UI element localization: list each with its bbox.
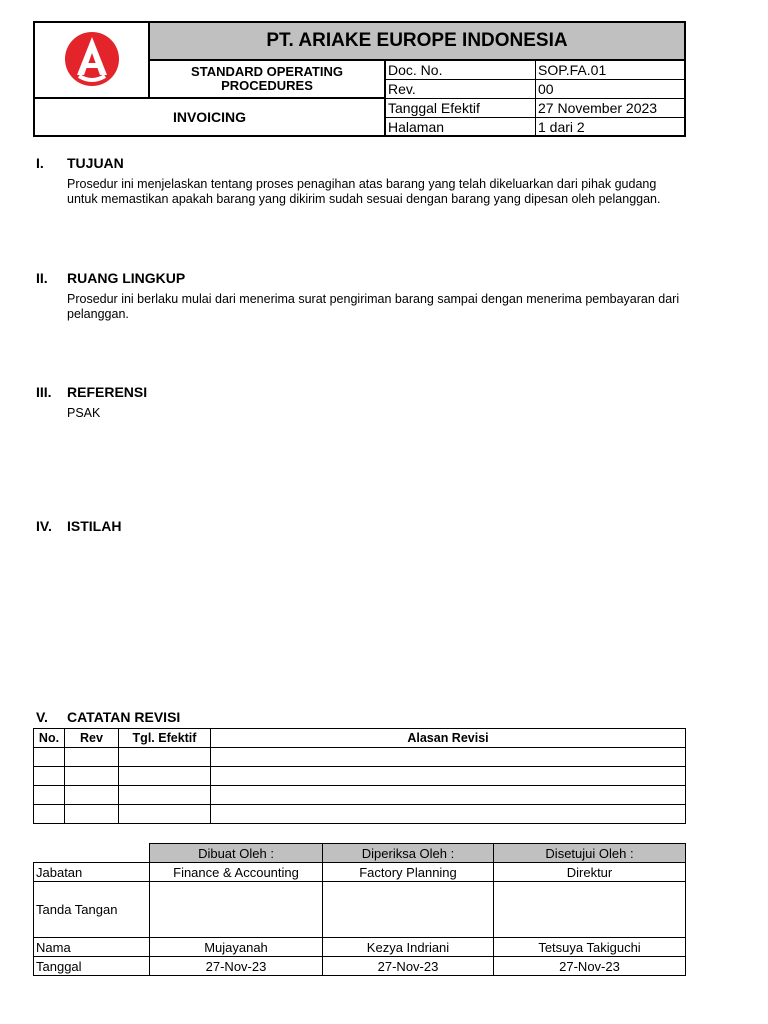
section-number: III.: [36, 384, 52, 400]
table-cell: Tetsuya Takiguchi: [494, 938, 686, 957]
table-cell: [211, 767, 686, 786]
table-row: [34, 767, 686, 786]
signature-cell: [323, 882, 494, 938]
meta-row: [386, 61, 684, 80]
table-cell: Direktur: [494, 863, 686, 882]
section-text: Prosedur ini berlaku mulai dari menerima surat pengiriman barang sampai dengan menerima pembayaran dari pelanggan.: [67, 292, 680, 321]
column-header: Alasan Revisi: [211, 729, 686, 748]
company-name: PT. ARIAKE EUROPE INDONESIA: [150, 23, 684, 61]
row-label: Jabatan: [34, 863, 150, 882]
section-text: PSAK: [67, 406, 101, 420]
ariake-logo-icon: [35, 23, 148, 97]
column-header: No.: [34, 729, 65, 748]
sop-label-line1: STANDARD OPERATING: [191, 64, 343, 79]
table-cell: [119, 748, 211, 767]
meta-key: Tanggal Efektif: [386, 99, 536, 117]
table-cell: [65, 748, 119, 767]
meta-value: 1 dari 2: [538, 119, 585, 135]
approval-row: [34, 938, 686, 957]
approval-row: [34, 863, 686, 882]
table-cell: [119, 786, 211, 805]
section-title: TUJUAN: [67, 155, 124, 171]
table-cell: [211, 805, 686, 824]
sop-label-line2: PROCEDURES: [221, 78, 313, 93]
table-cell: [119, 805, 211, 824]
section-title: RUANG LINGKUP: [67, 270, 186, 286]
approval-header-row: [34, 844, 686, 863]
revision-table: [33, 728, 686, 824]
meta-row: [386, 99, 684, 118]
section-text: Prosedur ini menjelaskan tentang proses penagihan atas barang yang telah dikeluarkan dari pihak gudang untuk memastikan apakah barang yang dikirim sudah sesuai dengan barang yang dipesan oleh pelanggan.: [67, 177, 661, 206]
meta-row: [386, 118, 684, 137]
signature-cell: [150, 882, 323, 938]
column-header: Dibuat Oleh :: [150, 844, 323, 863]
table-cell: [34, 805, 65, 824]
document-header: [33, 21, 686, 137]
table-cell: [211, 786, 686, 805]
table-cell: Factory Planning: [323, 863, 494, 882]
table-cell: [34, 767, 65, 786]
section-number: I.: [36, 155, 44, 171]
column-header: Diperiksa Oleh :: [323, 844, 494, 863]
table-cell: [65, 767, 119, 786]
table-cell: Finance & Accounting: [150, 863, 323, 882]
column-header: Tgl. Efektif: [119, 729, 211, 748]
approval-table: [33, 843, 686, 976]
meta-value: 27 November 2023: [538, 100, 658, 116]
section-number: V.: [36, 709, 48, 725]
meta-value: SOP.FA.01: [538, 62, 607, 78]
table-cell: 27-Nov-23: [150, 957, 323, 976]
document-title: INVOICING: [35, 99, 386, 135]
table-cell: 27-Nov-23: [323, 957, 494, 976]
approval-row: [34, 882, 686, 938]
section-title: REFERENSI: [67, 384, 148, 400]
table-cell: [34, 786, 65, 805]
table-cell: [34, 748, 65, 767]
table-cell: [119, 767, 211, 786]
section-number: II.: [36, 270, 48, 286]
table-row: [34, 805, 686, 824]
table-cell: [65, 786, 119, 805]
meta-row: [386, 80, 684, 99]
section-title: ISTILAH: [67, 518, 122, 534]
section-number: IV.: [36, 518, 52, 534]
row-label: Tanda Tangan: [34, 882, 150, 938]
section-title: CATATAN REVISI: [67, 709, 181, 725]
meta-key: Doc. No.: [386, 61, 536, 79]
approval-row: [34, 957, 686, 976]
document-meta: [386, 61, 684, 135]
signature-cell: [494, 882, 686, 938]
table-cell: [65, 805, 119, 824]
table-cell: Mujayanah: [150, 938, 323, 957]
table-cell: Kezya Indriani: [323, 938, 494, 957]
table-header-row: [34, 729, 686, 748]
company-logo: [35, 23, 150, 99]
table-cell: [211, 748, 686, 767]
table-cell: 27-Nov-23: [494, 957, 686, 976]
table-row: [34, 748, 686, 767]
sop-label: [150, 61, 386, 99]
meta-key: Halaman: [386, 118, 536, 137]
meta-key: Rev.: [386, 80, 536, 98]
column-header: Disetujui Oleh :: [494, 844, 686, 863]
row-label: Tanggal: [34, 957, 150, 976]
table-cell: [34, 844, 150, 863]
row-label: Nama: [34, 938, 150, 957]
meta-value: 00: [538, 81, 554, 97]
table-row: [34, 786, 686, 805]
column-header: Rev: [65, 729, 119, 748]
